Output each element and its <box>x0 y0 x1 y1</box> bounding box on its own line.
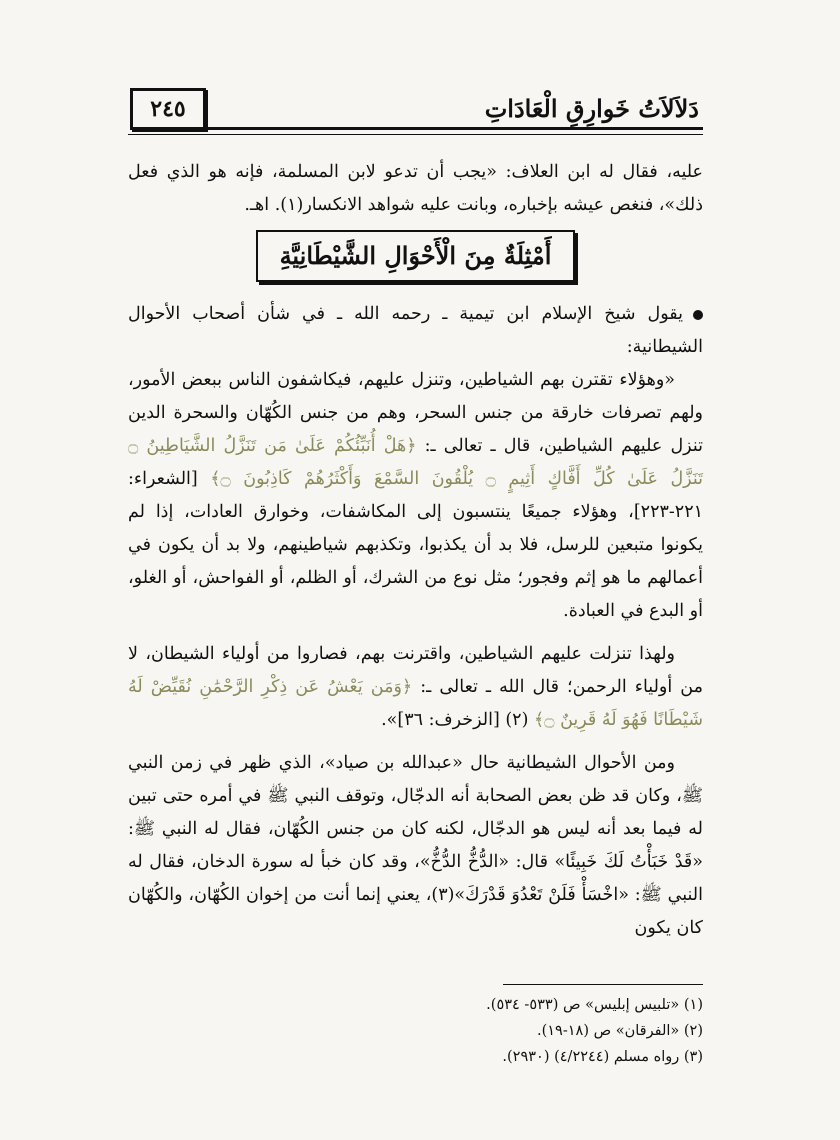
footnotes <box>128 992 703 1070</box>
section-title-wrap <box>128 230 703 282</box>
paragraph-4-text-b: (٢) [الزخرف: ٣٦]». <box>381 710 529 730</box>
footnote-2: (٢) «الفرقان» ص (١٨-١٩). <box>536 1023 703 1039</box>
paragraph-3 <box>128 364 703 628</box>
section-title: أَمْثِلَةٌ مِنَ الْأَحْوَالِ الشَّيْطَانِيَّةِ <box>256 230 576 282</box>
footnote-3: (٣) رواه مسلم (٤/٢٢٤٤) (٢٩٣٠). <box>502 1049 703 1065</box>
bullet-icon <box>693 310 703 320</box>
quran-verse-2: ﴿وَمَن يَعْشُ عَن ذِكْرِ الرَّحْمَٰنِ نُقَيِّضْ لَهُ شَيْطَانًا فَهُوَ لَهُ قَرِينٌ ۝﴾ <box>128 677 703 730</box>
paragraph-2-text: يقول شيخ الإسلام ابن تيمية ـ رحمه الله ـ في شأن أصحاب الأحوال الشيطانية: <box>128 304 703 357</box>
header-rule-thin <box>128 134 703 135</box>
paragraph-4 <box>128 638 703 737</box>
paragraph-3-text-b: [الشعراء: ٢٢١-٢٢٣]، وهؤلاء جميعًا ينتسبون إلى المكاشفات، وخوارق العادات، إذا لم يكونوا متبعين للرسل، فلا بد أن يكذبوا، وتكذبهم شياطينهم، ولا بد أن يكون في أعمالهم ما هو إثم وفجور؛ مثل نوع من الشرك، أو الظلم، أو الفواحش، أو الغلو، أو البدع في العبادة. <box>128 469 703 621</box>
paragraph-1: عليه، فقال له ابن العلاف: «يجب أن تدعو لابن المسلمة، فإنه هو الذي فعل ذلك»، فنغص عيشه بإخباره، وبانت عليه شواهد الانكسار(١). اهـ. <box>128 162 703 215</box>
paragraph-5: ومن الأحوال الشيطانية حال «عبدالله بن صياد»، الذي ظهر في زمن النبي ﷺ، وكان قد ظن بعض الصحابة أنه الدجّال، وتوقف النبي ﷺ في أمره حتى تبين له فيما بعد أنه ليس هو الدجّال، لكنه كان من جنس الكُهّان، فقال له النبي ﷺ: «قَدْ خَبَأْتُ لَكَ خَبِيئًا» قال: «الدُّخُّ الدُّخُّ»، وقد كان خبأ له سورة الدخان، فقال له النبي ﷺ: «اخْسَأْ فَلَنْ تَعْدُوَ قَدْرَكَ»(٣)، يعني إنما أنت من إخوان الكُهّان، والكُهّان كان يكون <box>128 753 703 938</box>
paragraph-4-text-a: ولهذا تنزلت عليهم الشياطين، واقترنت بهم، فصاروا من أولياء الشيطان، لا من أولياء الرحمن؛ قال الله ـ تعالى ـ: <box>128 644 703 697</box>
running-title: دَلاَلاَتُ خَوارِقِ الْعَادَاتِ <box>484 94 699 123</box>
paragraph-2 <box>128 298 703 364</box>
paragraph-3-text-a: «وهؤلاء تقترن بهم الشياطين، وتنزل عليهم، فيكاشفون الناس ببعض الأمور، ولهم تصرفات خارقة من جنس السحر، وهم من جنس الكُهّان والسحرة الدين تنزل عليهم الشياطين، قال ـ تعالى ـ: <box>128 370 703 456</box>
page-header <box>128 88 703 140</box>
main-text <box>128 156 703 945</box>
header-rule-thick <box>204 127 703 130</box>
footnote-1: (١) «تلبيس إبليس» ص (٥٣٣- ٥٣٤). <box>486 997 703 1013</box>
quran-verse-1: ﴿هَلْ أُنَبِّئُكُمْ عَلَىٰ مَن تَنَزَّلُ الشَّيَاطِينُ ۝ تَنَزَّلُ عَلَىٰ كُلِّ أَفَّاكٍ أَثِيمٍ ۝ يُلْقُونَ السَّمْعَ وَأَكْثَرُهُمْ كَاذِبُونَ ۝﴾ <box>128 436 703 489</box>
page-number: ٢٤٥ <box>130 88 206 130</box>
footnote-rule <box>503 984 703 985</box>
